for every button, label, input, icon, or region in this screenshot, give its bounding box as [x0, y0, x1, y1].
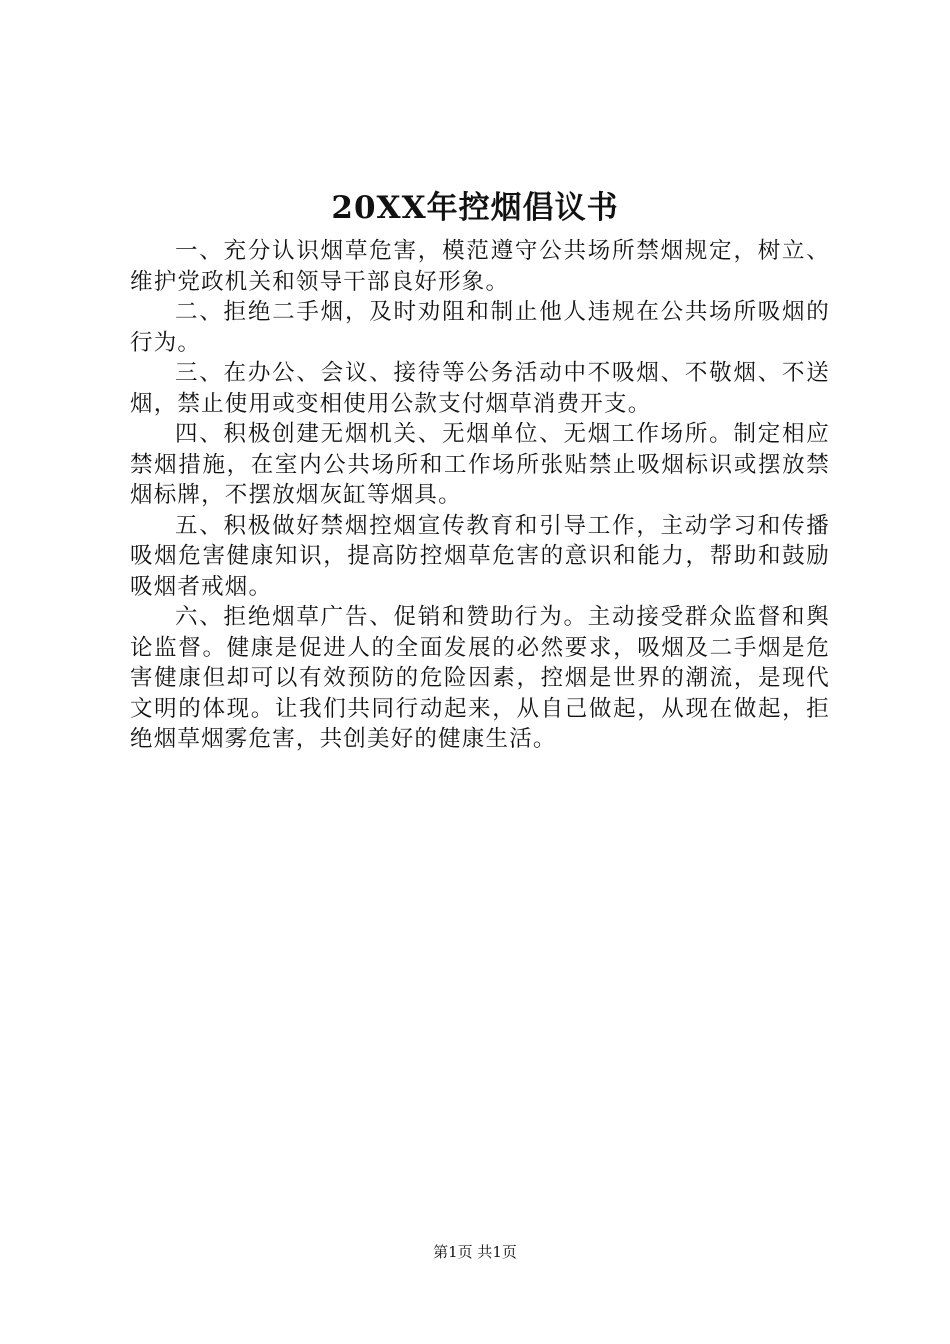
paragraph-5: 五、积极做好禁烟控烟宣传教育和引导工作，主动学习和传播吸烟危害健康知识，提高防控烟草危害的意识和能力，帮助和鼓励吸烟者戒烟。 — [130, 512, 830, 600]
paragraph-2: 二、拒绝二手烟，及时劝阻和制止他人违规在公共场所吸烟的行为。 — [130, 299, 830, 356]
paragraph-3: 三、在办公、会议、接待等公务活动中不吸烟、不敬烟、不送烟，禁止使用或变相使用公款支付烟草消费开支。 — [130, 360, 830, 417]
paragraph-4: 四、积极创建无烟机关、无烟单位、无烟工作场所。制定相应禁烟措施，在室内公共场所和工作场所张贴禁止吸烟标识或摆放禁烟标牌，不摆放烟灰缸等烟具。 — [130, 421, 830, 508]
paragraph-1: 一、充分认识烟草危害，模范遵守公共场所禁烟规定，树立、维护党政机关和领导干部良好形象。 — [130, 238, 830, 295]
document-body — [130, 236, 830, 755]
paragraph-6: 六、拒绝烟草广告、促销和赞助行为。主动接受群众监督和舆论监督。健康是促进人的全面发展的必然要求，吸烟及二手烟是危害健康但却可以有效预防的危险因素，控烟是世界的潮流，是现代文明的体现。让我们共同行动起来，从自己做起，从现在做起，拒绝烟草烟雾危害，共创美好的健康生活。 — [130, 604, 830, 752]
page-number-footer: 第1页 共1页 — [433, 1243, 517, 1261]
document-title: 20XX年控烟倡议书 — [331, 190, 619, 226]
